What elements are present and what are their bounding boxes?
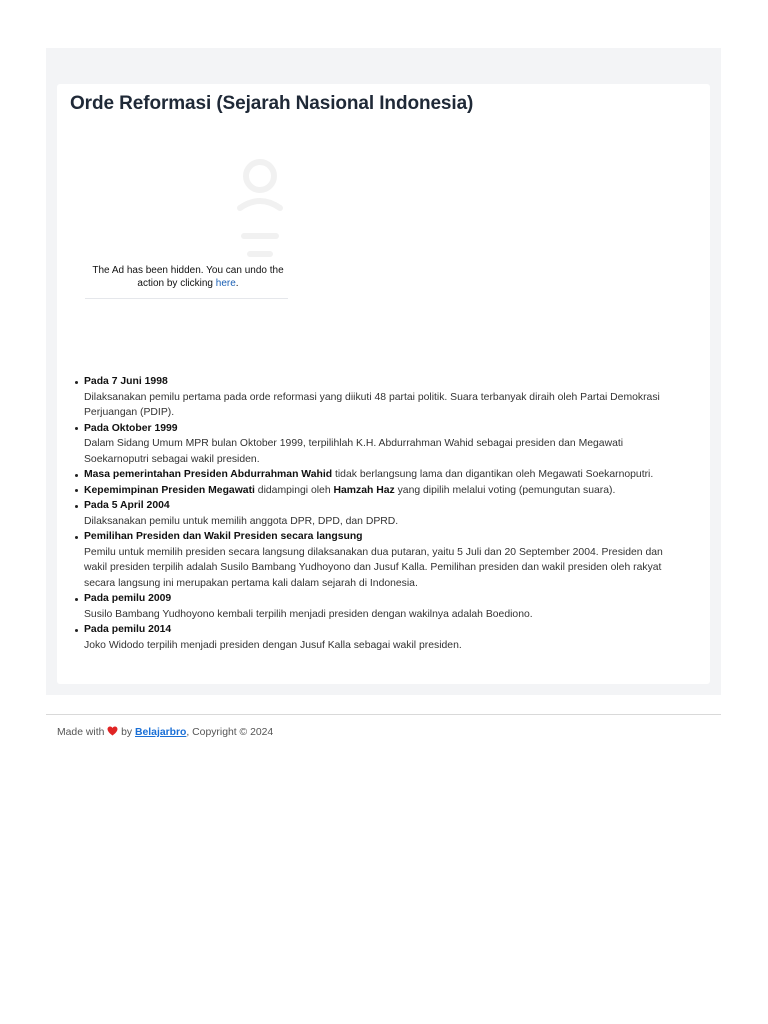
footer-by: by [118, 727, 135, 738]
list-item-text: Dilaksanakan pemilu untuk memilih anggota DPR, DPD, dan DPRD. [84, 515, 399, 527]
ad-placeholder-graphic [230, 146, 290, 266]
list-item [84, 498, 684, 529]
list-item [84, 483, 684, 499]
list-item-text: Dalam Sidang Umum MPR bulan Oktober 1999, terpilihlah K.H. Abdurrahman Wahid sebagai presiden dan Megawati Soekarnoputri sebagai wakil presiden. [84, 438, 624, 465]
list-item-text: yang dipilih melalui voting (pemungutan suara). [394, 484, 616, 496]
hidden-ad-box [85, 142, 288, 299]
list-item-heading: Pada 5 April 2004 [84, 500, 170, 511]
list-item-text: Susilo Bambang Yudhoyono kembali terpilih menjadi presiden dengan wakilnya adalah Boediono. [84, 608, 533, 620]
list-item-text: Pemilu untuk memilih presiden secara langsung dilaksanakan dua putaran, yaitu 5 Juli dan 20 September 2004. Presiden dan wakil presiden terpilih adalah Susilo Bambang Yudhoyono dan Jusuf Kalla. Pemilihan presiden dan wakil presiden oleh rakyat secara langsung ini merupakan pertama kali dalam sejarah di Indonesia. [84, 546, 663, 589]
list-item [84, 622, 684, 653]
ad-undo-link[interactable]: here [215, 278, 236, 289]
list-item [84, 467, 684, 483]
list-item-heading: Pada pemilu 2014 [84, 624, 172, 635]
footer-divider [46, 714, 721, 715]
list-item-heading: Pemilihan Presiden dan Wakil Presiden secara langsung [84, 531, 363, 542]
ad-hidden-text: The Ad has been hidden. You can undo the action by clicking [92, 265, 284, 289]
timeline-list [84, 374, 684, 653]
list-item [84, 529, 684, 591]
list-item-text: tidak berlangsung lama dan digantikan oleh Megawati Soekarnoputri. [332, 469, 654, 480]
list-item [84, 421, 684, 468]
list-item [84, 591, 684, 622]
ad-hidden-message [85, 264, 291, 290]
list-item-heading: Pada 7 Juni 1998 [84, 376, 168, 387]
footer-brand-link[interactable]: Belajarbro [135, 727, 187, 738]
list-item-heading: Pada Oktober 1999 [84, 422, 178, 434]
footer-made-with: Made with [57, 727, 108, 738]
list-item-heading: Masa pemerintahan Presiden Abdurrahman Wahid [84, 469, 333, 480]
list-item-heading: Pada pemilu 2009 [84, 593, 172, 604]
site-footer [57, 726, 273, 738]
page-title: Orde Reformasi (Sejarah Nasional Indonesia) [70, 93, 474, 114]
list-item [84, 374, 684, 421]
ad-hidden-suffix: . [235, 278, 239, 289]
list-item-text: Joko Widodo terpilih menjadi presiden dengan Jusuf Kalla sebagai wakil presiden. [84, 639, 462, 651]
article-card [57, 84, 710, 684]
list-item-heading: Kepemimpinan Presiden Megawati [84, 484, 255, 496]
heart-icon [107, 726, 118, 736]
footer-copyright: , Copyright © 2024 [186, 727, 274, 738]
list-item-text: didampingi oleh [254, 484, 334, 496]
page-wrapper [46, 48, 721, 695]
list-item-text: Dilaksanakan pemilu pertama pada orde reformasi yang diikuti 48 partai politik. Suara terbanyak diraih oleh Partai Demokrasi Perjuangan (PDIP). [84, 391, 660, 418]
list-item-emphasis: Hamzah Haz [333, 484, 395, 496]
